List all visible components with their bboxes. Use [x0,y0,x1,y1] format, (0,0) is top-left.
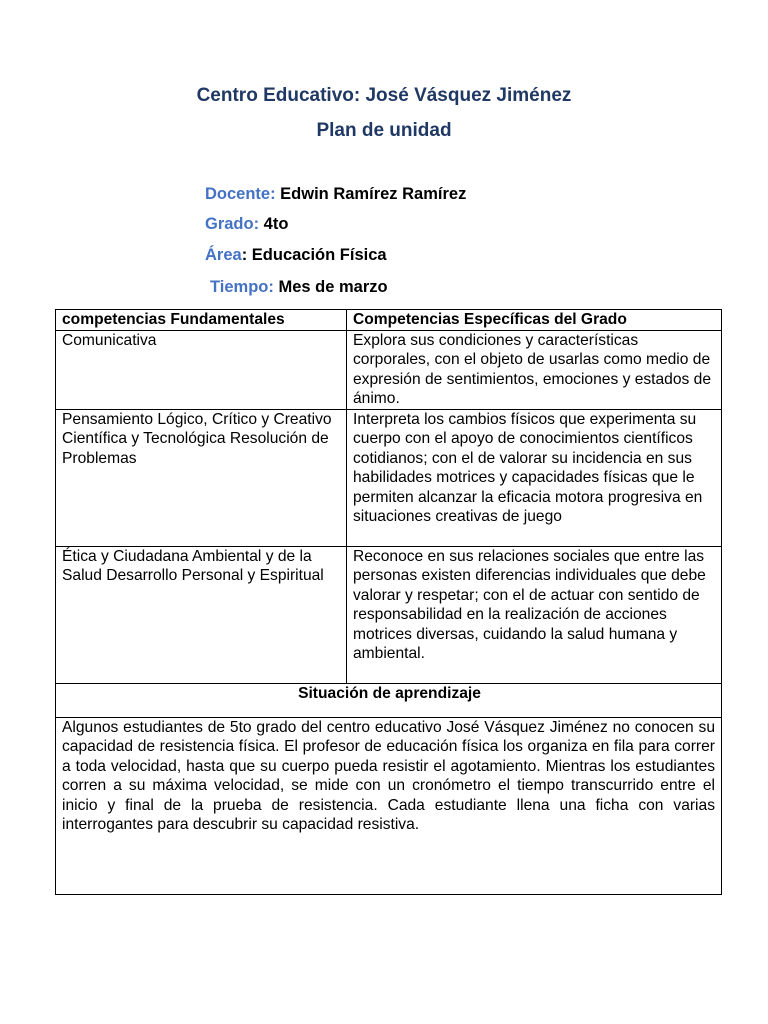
table-header-row [56,310,722,331]
cell-especifica: Interpreta los cambios físicos que experimenta su cuerpo con el apoyo de conocimientos científicos cotidianos; con el de valorar su incidencia en sus habilidades motrices y capacidades físicas que le permiten alcanzar la eficacia motora progresiva en situaciones creativas de juego [347,409,722,546]
meta-grado [205,215,288,234]
cell-especifica: Reconoce en sus relaciones sociales que entre las personas existen diferencias individuales que debe valorar y respetar; con el de actuar con sentido de responsabilidad en la realización de acciones motrices diversas, cuidando la salud humana y ambiental. [347,546,722,683]
table-row [56,409,722,546]
meta-tiempo-label: Tiempo: [210,278,274,296]
cell-fundamental: Ética y Ciudadana Ambiental y de la Salud Desarrollo Personal y Espiritual [56,546,347,683]
situacion-text: Algunos estudiantes de 5to grado del centro educativo José Vásquez Jiménez no conocen su capacidad de resistencia física. El profesor de educación física los organiza en fila para correr a toda velocidad, hasta que su cuerpo pueda resistir el agotamiento. Mientras los estudiantes corren a su máxima velocidad, se mide con un cronómetro el tiempo transcurrido entre el inicio y final de la prueba de resistencia. Cada estudiante llena una ficha con varias interrogantes para descubrir su capacidad resistiva. [56,717,722,894]
cell-fundamental: Comunicativa [56,330,347,409]
document-subtitle: Plan de unidad [316,120,452,141]
meta-grado-label: Grado: [205,215,260,233]
meta-area [205,246,387,265]
situacion-body-row [56,717,722,894]
cell-fundamental: Pensamiento Lógico, Crítico y Creativo Científica y Tecnológica Resolución de Problemas [56,409,347,546]
document-title: Centro Educativo: José Vásquez Jiménez [196,85,572,106]
column-header-fundamentales: competencias Fundamentales [56,310,347,331]
situacion-header: Situación de aprendizaje [56,683,722,717]
meta-tiempo [210,278,388,297]
table-row [56,330,722,409]
meta-docente-value: Edwin Ramírez Ramírez [275,185,467,203]
meta-grado-value: 4to [259,215,289,233]
table-row [56,546,722,683]
situacion-header-row [56,683,722,717]
meta-docente [205,185,466,204]
meta-docente-label: Docente: [205,185,276,203]
competencias-table [55,309,722,895]
meta-area-label: Área [205,246,242,264]
meta-area-value: : Educación Física [241,246,387,264]
meta-tiempo-value: Mes de marzo [273,278,388,296]
column-header-especificas: Competencias Específicas del Grado [347,310,722,331]
cell-especifica: Explora sus condiciones y características corporales, con el objeto de usarlas como medio de expresión de sentimientos, emociones y estados de ánimo. [347,330,722,409]
